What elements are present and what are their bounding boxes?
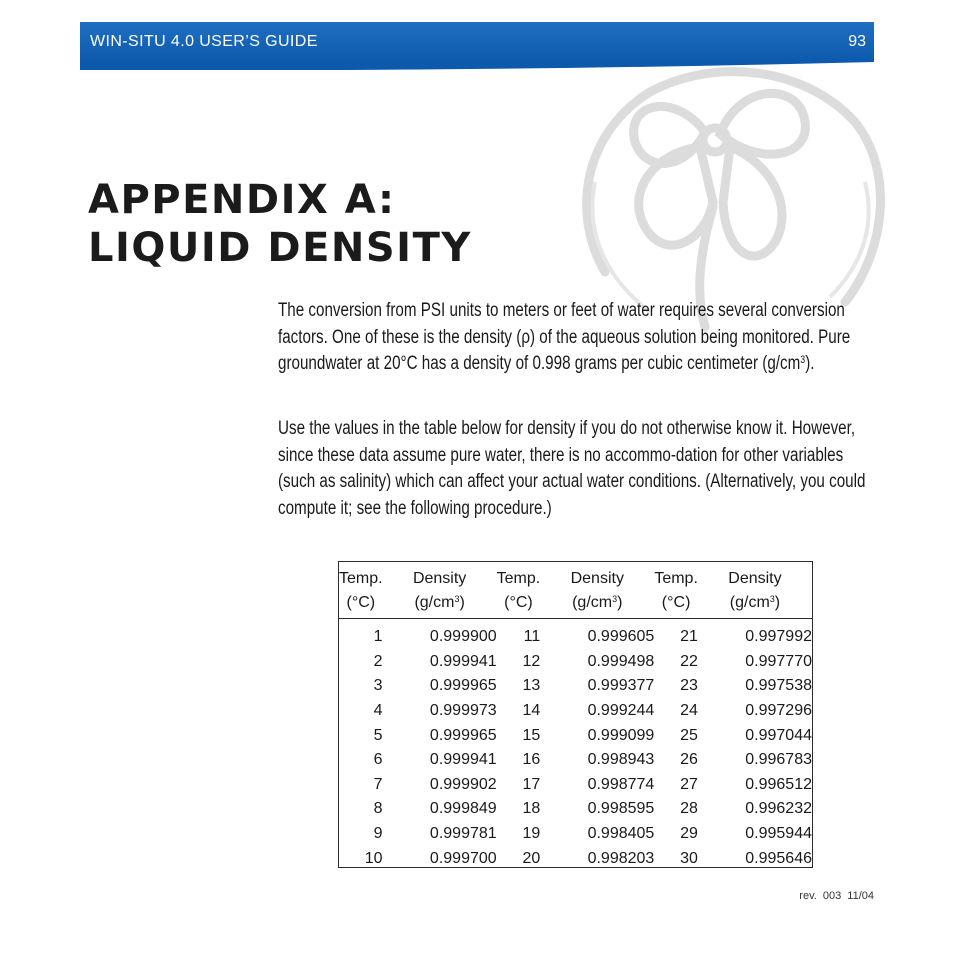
temperature-cell: 7: [373, 775, 383, 793]
temperature-cell: 18: [522, 800, 541, 818]
density-cell: 0.999900: [429, 628, 497, 646]
density-cell: 0.998405: [587, 825, 655, 843]
temperature-cell: 6: [373, 751, 383, 769]
temperature-cell: 24: [680, 702, 698, 720]
temperature-cell: 9: [373, 825, 383, 843]
density-cell: 0.999965: [429, 726, 497, 744]
density-cell: 0.999849: [429, 800, 497, 818]
density-cell: 0.997538: [745, 677, 812, 695]
table-row: [339, 619, 812, 650]
temperature-cell: 25: [680, 726, 698, 744]
temperature-cell: 30: [680, 849, 698, 867]
density-cell: 0.999605: [587, 628, 655, 646]
density-cell: 0.996512: [745, 775, 812, 793]
temperature-cell: 8: [373, 800, 383, 818]
temperature-cell: 22: [680, 652, 698, 670]
page-title: [88, 176, 472, 272]
density-cell: 0.999244: [587, 702, 655, 720]
temperature-cell: 15: [522, 726, 541, 744]
temperature-cell: 1: [373, 628, 383, 646]
density-cell: 0.999377: [587, 677, 655, 695]
density-cell: 0.997992: [745, 628, 812, 646]
intro-superscript: 3: [800, 354, 806, 366]
density-cell: 0.999099: [587, 726, 655, 744]
table-row: [339, 748, 812, 773]
table-row: [339, 650, 812, 675]
density-cell: 0.999941: [429, 751, 497, 769]
density-cell: 0.995944: [745, 825, 812, 843]
temperature-cell: 29: [680, 825, 698, 843]
temperature-cell: 16: [522, 751, 541, 769]
density-cell: 0.995646: [745, 849, 812, 867]
density-header: Density $(g/cm^3)$: [412, 569, 467, 611]
density-cell: 0.998203: [587, 849, 655, 867]
density-cell: 0.998943: [587, 751, 655, 769]
temperature-cell: 17: [522, 775, 541, 793]
temperature-cell: 14: [522, 702, 541, 720]
revision-note: rev. 003 11/04: [799, 890, 874, 902]
temperature-cell: 13: [522, 677, 541, 695]
density-cell: 0.997770: [745, 652, 812, 670]
title-line-2: LIQUID DENSITY: [88, 225, 472, 271]
temperature-cell: 5: [373, 726, 383, 744]
temp-header: Temp. (°C): [339, 569, 383, 611]
density-cell: 0.996783: [745, 751, 812, 769]
table-row: [339, 773, 812, 798]
temperature-cell: 3: [373, 677, 383, 695]
flower-logo-icon: [565, 62, 895, 332]
density-cell: 0.999973: [429, 702, 497, 720]
temperature-cell: 23: [680, 677, 698, 695]
page-header-bar: [80, 22, 874, 62]
density-cell: 0.999941: [429, 652, 497, 670]
density-cell: 0.999902: [429, 775, 497, 793]
density-cell: 0.999781: [429, 825, 497, 843]
density-table-body: [339, 619, 812, 871]
guide-title: WIN-SITU 4.0 USER’S GUIDE: [90, 33, 318, 50]
temperature-cell: 27: [680, 775, 698, 793]
density-cell: 0.998774: [587, 775, 655, 793]
intro-paragraph: [278, 298, 878, 378]
density-cell: 0.997296: [745, 702, 812, 720]
temperature-cell: 4: [373, 702, 383, 720]
temperature-cell: 28: [680, 800, 698, 818]
density-header: Density $(g/cm^3)$: [728, 569, 782, 611]
density-table-box: [338, 561, 813, 868]
temperature-cell: 21: [680, 628, 698, 646]
density-cell: 0.996232: [745, 800, 812, 818]
table-row: [339, 699, 812, 724]
density-cell: 0.999965: [429, 677, 497, 695]
temp-header: Temp. (°C): [496, 569, 541, 611]
table-row: [339, 723, 812, 748]
temperature-cell: 26: [680, 751, 698, 769]
temperature-cell: 12: [522, 652, 541, 670]
density-table: [339, 562, 812, 871]
usage-paragraph: Use the values in the table below for density if you do not otherwise know it. However, since these data assume pure water, there is no accommo-dation for other variables (such as salinity) which can affect your actual water conditions. (Alternatively, you could compute it; see the following procedure.): [278, 418, 866, 519]
intro-tail: ).: [805, 353, 815, 374]
density-header: Density $(g/cm^3)$: [570, 569, 624, 611]
page-number: 93: [848, 33, 866, 50]
density-cell: 0.998595: [587, 800, 655, 818]
density-cell: 0.999700: [429, 849, 497, 867]
table-row: [339, 674, 812, 699]
table-header-row: [339, 562, 812, 619]
table-row: [339, 797, 812, 822]
table-row: [339, 846, 812, 871]
title-line-1: APPENDIX A:: [88, 177, 396, 223]
temperature-cell: 10: [364, 849, 383, 867]
density-cell: 0.997044: [745, 726, 812, 744]
temperature-cell: 11: [523, 628, 541, 646]
temperature-cell: 2: [373, 652, 383, 670]
temperature-cell: 20: [522, 849, 541, 867]
table-row: [339, 822, 812, 847]
intro-text: The conversion from PSI units to meters or feet of water requires several conversion factors. One of these is the density (ρ) of the aqueous solution being monitored. Pure groundwater at 20°C has a density of 0.998 grams per cubic centimeter (g/cm: [278, 300, 851, 374]
density-cell: 0.999498: [587, 652, 655, 670]
temp-header: Temp. (°C): [654, 569, 698, 611]
temperature-cell: 19: [522, 825, 541, 843]
